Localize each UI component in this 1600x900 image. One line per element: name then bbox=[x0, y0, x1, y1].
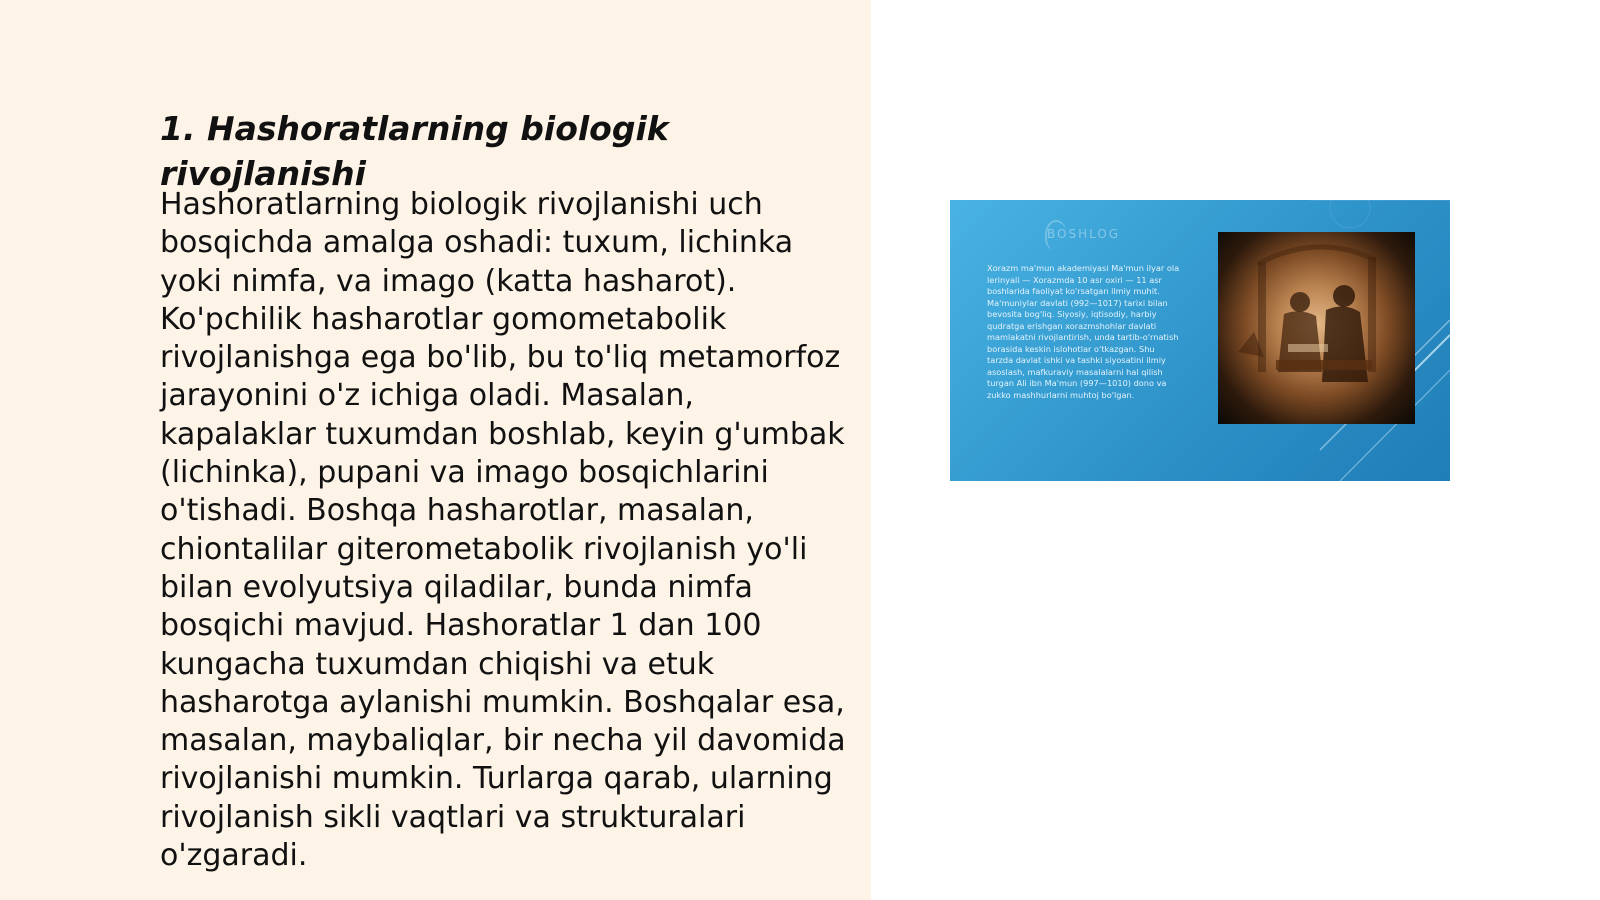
thumbnail-photo bbox=[1218, 232, 1415, 424]
thumbnail-text: Xorazm ma'mun akademiyasi Ma'mun ilyar ola lerinyali — Xorazmda 10 asr oxiri — 11 asr boshlarida faoliyat ko'rsatgan ilmiy muhit. Ma'muniylar davlati (992—1017) tarixi bilan bevosita bog'liq. Siyosiy, iqtisodiy, harbiy qudratga erishgan xorazmshohlar davlati mamlakatni rivojlantirish, unda tartib-o'rnatish borasida keskin islohotlar o'tkazgan. Shu tarzda davlat ishki va tashki siyosatini ilmiy asoslash, mafkuraviy masalalarni hal qilish turgan Ali ibn Ma'mun (997—1010) dono va zukko mashhurlarni muhtoj bo'lgan. bbox=[987, 263, 1180, 400]
thumbnail-title: BOSHLOG bbox=[1047, 227, 1121, 241]
slide-title: 1. Hashoratlarning biologik rivojlanishi bbox=[160, 109, 669, 193]
slide-thumbnail-image bbox=[950, 200, 1450, 481]
slide-body-text: Hashoratlarning biologik rivojlanishi uch bosqichda amalga oshadi: tuxum, lichinka yoki nimfa, va imago (katta hasharot). Ko'pchilik hasharotlar gomometabolik rivojlanishga ega bo'lib, bu to'liq metamorfoz jarayonini o'z ichiga oladi. Masalan, kapalaklar tuxumdan boshlab, keyin g'umbak (lichinka), pupani va imago bosqichlarini o'tishadi. Boshqa hasharotlar, masalan, chiontalilar giterometabolik rivojlanish yo'li bilan evolyutsiya qiladilar, bunda nimfa bosqichi mavjud. Hashoratlar 1 dan 100 kungacha tuxumdan chiqishi va etuk hasharotga aylanishi mumkin. Boshqalar esa, masalan, maybaliqlar, bir necha yil davomida rivojlanishi mumkin. Turlarga qarab, ularning rivojlanish sikli vaqtlari va strukturalari o'zgaradi. bbox=[160, 187, 846, 874]
scholars-illustration bbox=[1218, 232, 1415, 424]
